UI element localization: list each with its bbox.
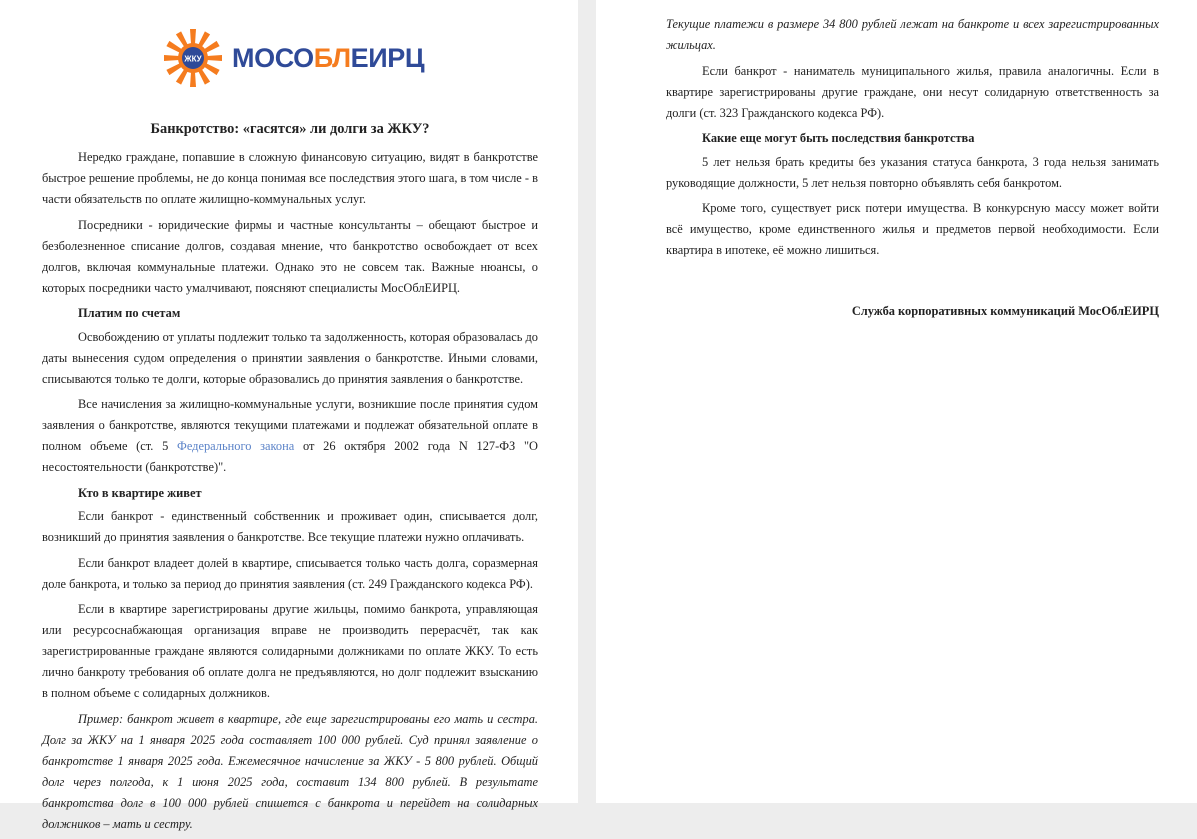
sun-emblem-icon xyxy=(162,27,224,89)
document-page-1 xyxy=(0,0,578,831)
paragraph: 5 лет нельзя брать кредиты без указания статуса банкрота, 3 года нельзя занимать руководящие должности, 5 лет нельзя повторно объявлять себя банкротом. xyxy=(666,154,1159,190)
paragraph: Если в квартире зарегистрированы другие жильцы, помимо банкрота, управляющая или ресурсоснабжающая организация вправе не производить перерасчёт, так как зарегистрированные граждане являются солидарными должниками по оплате ЖКУ. То есть лично банкроту требования об оплате долга не предъявляются, но долг подлежит взысканию в полном объеме с солидарных должников. xyxy=(42,602,538,700)
example-paragraph: Пример: банкрот живет в квартире, где еще зарегистрированы его мать и сестра. Долг за ЖКУ на 1 января 2025 года составляет 100 000 рублей. Суд принял заявление о банкротстве 1 января 2025 года. Ежемесячное начисление за ЖКУ - 5 800 рублей. Общий долг через полгода, к 1 июня 2025 года, составит 134 800 рублей. В результате банкротства долг в 100 000 рублей спишется с банкрота и перейдет на солидарных должников – мать и сестру. xyxy=(42,711,538,831)
example-continuation: Текущие платежи в размере 34 800 рублей лежат на банкроте и всех зарегистрированных жильцах. xyxy=(666,17,1159,52)
section-heading: Платим по счетам xyxy=(78,306,181,320)
paragraph: Все начисления за жилищно-коммунальные услуги, возникшие после принятия судом заявления о банкротстве, являются текущими платежами и подлежат обязательной оплате в полном объеме (ст. 5 Федерального закона от 26 октября 2002 года N 127-ФЗ "О несостоятельности (банкротстве)". xyxy=(42,397,538,474)
paragraph: Если банкрот - единственный собственник и проживает один, списывается долг, возникший до принятия заявления о банкротстве. Все текущие платежи нужно оплачивать. xyxy=(42,509,538,544)
paragraph: Нередко граждане, попавшие в сложную финансовую ситуацию, видят в банкротстве быстрое решение проблемы, не до конца понимая все последствия этого шага, в том числе - в части обязательств по оплате жилищно-коммунальных услуг. xyxy=(42,150,538,206)
paragraph: Если банкрот - наниматель муниципального жилья, правила аналогичны. Если в квартире зарегистрированы другие граждане, они несут солидарную ответственность за долги (ст. 323 Гражданского кодекса РФ). xyxy=(666,63,1159,120)
section-heading: Какие еще могут быть последствия банкротства xyxy=(702,131,975,145)
logo-wordmark: МОСОБЛЕИРЦ xyxy=(232,43,425,73)
section-heading: Кто в квартире живет xyxy=(78,485,202,500)
document-page-2 xyxy=(596,0,1197,803)
article-body-right xyxy=(666,14,1159,327)
paragraph: Освобождению от уплаты подлежит только та задолженность, которая образовалась до даты вынесения судом определения о принятии заявления о банкротстве. Иными словами, списываются только те долги, которые образовались до принятия заявления о банкротстве. xyxy=(42,329,538,386)
paragraph: Если банкрот владеет долей в квартире, списывается только часть долга, соразмерная доле банкрота, и только за период до принятия заявления (ст. 249 Гражданского кодекса РФ). xyxy=(42,555,538,591)
paragraph: Кроме того, существует риск потери имущества. В конкурсную массу может войти всё имущество, кроме единственного жилья и предметов первой необходимости. Если квартира в ипотеке, её можно лишиться. xyxy=(666,201,1159,257)
paragraph: Посредники - юридические фирмы и частные консультанты – обещают быстрое и безболезненное списание долгов, создавая мнение, что банкротство освобождает от всех долгов, включая коммунальные платежи. Однако это не совсем так. Важные нюансы, о которых посредники часто умалчивают, поясняют специалисты МосОблЕИРЦ. xyxy=(42,217,538,295)
svg-text:ЖКУ: ЖКУ xyxy=(184,54,202,64)
mosobleirc-logo xyxy=(162,28,432,88)
signature: Служба корпоративных коммуникаций МосОблЕИРЦ xyxy=(851,304,1159,318)
article-title: Банкротство: «гасятся» ли долги за ЖКУ? xyxy=(150,121,430,137)
article-body-left xyxy=(42,118,538,839)
federal-law-link[interactable]: Федерального закона xyxy=(177,439,295,453)
